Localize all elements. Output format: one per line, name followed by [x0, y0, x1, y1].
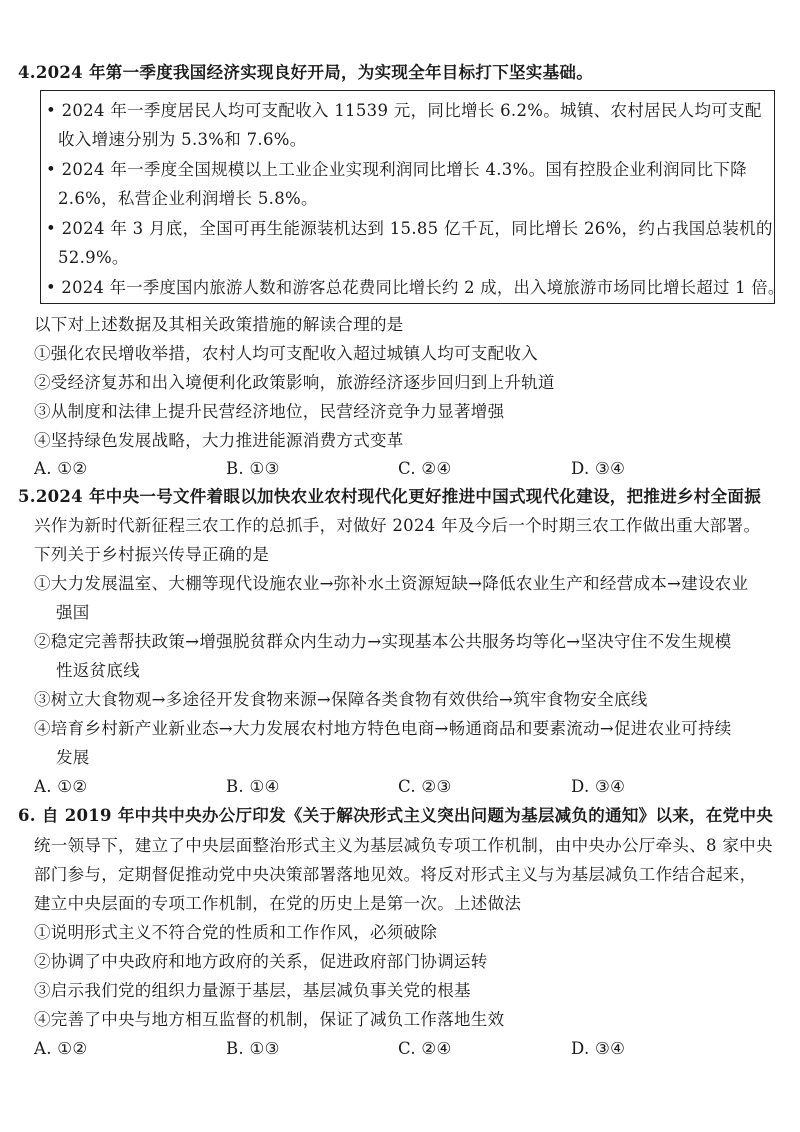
q4-question: 以下对上述数据及其相关政策措施的解读合理的是	[34, 315, 404, 334]
q4-box-line-2: 收入增速分别为 5.3%和 7.6%。	[58, 130, 307, 149]
q6-item-2: ②协调了中央政府和地方政府的关系，促进政府部门协调运转	[34, 952, 488, 971]
q5-option-a[interactable]: A. ①②	[34, 777, 88, 796]
q5-item-1: ①大力发展温室、大棚等现代设施农业→弥补水土资源短缺→降低农业生产和经营成本→建设农业	[34, 574, 749, 593]
q6-option-b[interactable]: B. ①③	[226, 1039, 280, 1058]
q4-option-d[interactable]: D. ③④	[571, 459, 626, 478]
q5-stem-line-1: 5.2024 年中央一号文件着眼以加快农业农村现代化更好推进中国式现代化建设，把推进乡村全面振	[18, 487, 761, 506]
q6-option-a[interactable]: A. ①②	[34, 1039, 88, 1058]
q5-item-2-cont: 性返贫底线	[56, 661, 140, 680]
q5-option-b[interactable]: B. ①④	[226, 777, 280, 796]
q4-box-line-7: • 2024 年一季度国内旅游人数和游客总花费同比增长约 2 成，出入境旅游市场同比增长超过 1 倍。	[46, 278, 785, 297]
q6-option-d[interactable]: D. ③④	[571, 1039, 626, 1058]
q6-stem-line-1: 6. 自 2019 年中共中央办公厅印发《关于解决形式主义突出问题为基层减负的通知》以来，在党中央	[18, 806, 774, 825]
q5-item-1-cont: 强国	[56, 603, 90, 622]
q6-option-c[interactable]: C. ②④	[398, 1039, 452, 1058]
q4-option-a[interactable]: A. ①②	[34, 459, 88, 478]
q5-stem-line-3: 下列关于乡村振兴传导正确的是	[34, 545, 270, 564]
q5-item-2: ②稳定完善帮扶政策→增强脱贫群众内生动力→实现基本公共服务均等化→坚决守住不发生规模	[34, 632, 732, 651]
q4-option-c[interactable]: C. ②④	[398, 459, 452, 478]
q5-stem-line-2: 兴作为新时代新征程三农工作的总抓手，对做好 2024 年及今后一个时期三农工作做出重大部署。	[34, 516, 761, 535]
q5-item-3: ③树立大食物观→多途径开发食物来源→保障各类食物有效供给→筑牢食物安全底线	[34, 690, 648, 709]
q5-option-c[interactable]: C. ②③	[398, 777, 452, 796]
q4-box-line-3: • 2024 年一季度全国规模以上工业企业实现利润同比增长 4.3%。国有控股企业利润同比下降	[46, 160, 747, 179]
q4-box-line-5: • 2024 年 3 月底，全国可再生能源装机达到 15.85 亿千瓦，同比增长 26%，约占我国总装机的	[46, 219, 773, 238]
q5-option-d[interactable]: D. ③④	[571, 777, 626, 796]
q6-stem-line-3: 部门参与，定期督促推动党中央决策部署落地见效。将反对形式主义与为基层减负工作结合起来，	[34, 865, 757, 884]
q4-item-1: ①强化农民增收举措，农村人均可支配收入超过城镇人均可支配收入	[34, 344, 538, 363]
q4-box-line-1: • 2024 年一季度居民人均可支配收入 11539 元，同比增长 6.2%。城镇、农村居民人均可支配	[46, 101, 762, 120]
q6-stem-line-4: 建立中央层面的专项工作机制，在党的历史上是第一次。上述做法	[34, 894, 522, 913]
q6-item-1: ①说明形式主义不符合党的性质和工作作风，必须破除	[34, 923, 438, 942]
q5-item-4-cont: 发展	[56, 748, 90, 767]
q4-box-line-4: 2.6%，私营企业利润增长 5.8%。	[58, 189, 318, 208]
q4-box-line-6: 52.9%。	[58, 248, 129, 267]
q4-item-2: ②受经济复苏和出入境便利化政策影响，旅游经济逐步回归到上升轨道	[34, 373, 555, 392]
q6-item-4: ④完善了中央与地方相互监督的机制，保证了减负工作落地生效	[34, 1010, 505, 1029]
q6-stem-line-2: 统一领导下，建立了中央层面整治形式主义为基层减负专项工作机制，由中央办公厅牵头、8 家中央	[34, 836, 773, 855]
q6-item-3: ③启示我们党的组织力量源于基层，基层减负事关党的根基	[34, 981, 471, 1000]
q4-stem: 4.2024 年第一季度我国经济实现良好开局，为实现全年目标打下坚实基础。	[18, 63, 593, 82]
q4-item-4: ④坚持绿色发展战略，大力推进能源消费方式变革	[34, 431, 404, 450]
q4-option-b[interactable]: B. ①③	[226, 459, 280, 478]
q5-item-4: ④培育乡村新产业新业态→大力发展农村地方特色电商→畅通商品和要素流动→促进农业可持续	[34, 719, 732, 738]
q4-item-3: ③从制度和法律上提升民营经济地位，民营经济竞争力显著增强	[34, 402, 505, 421]
